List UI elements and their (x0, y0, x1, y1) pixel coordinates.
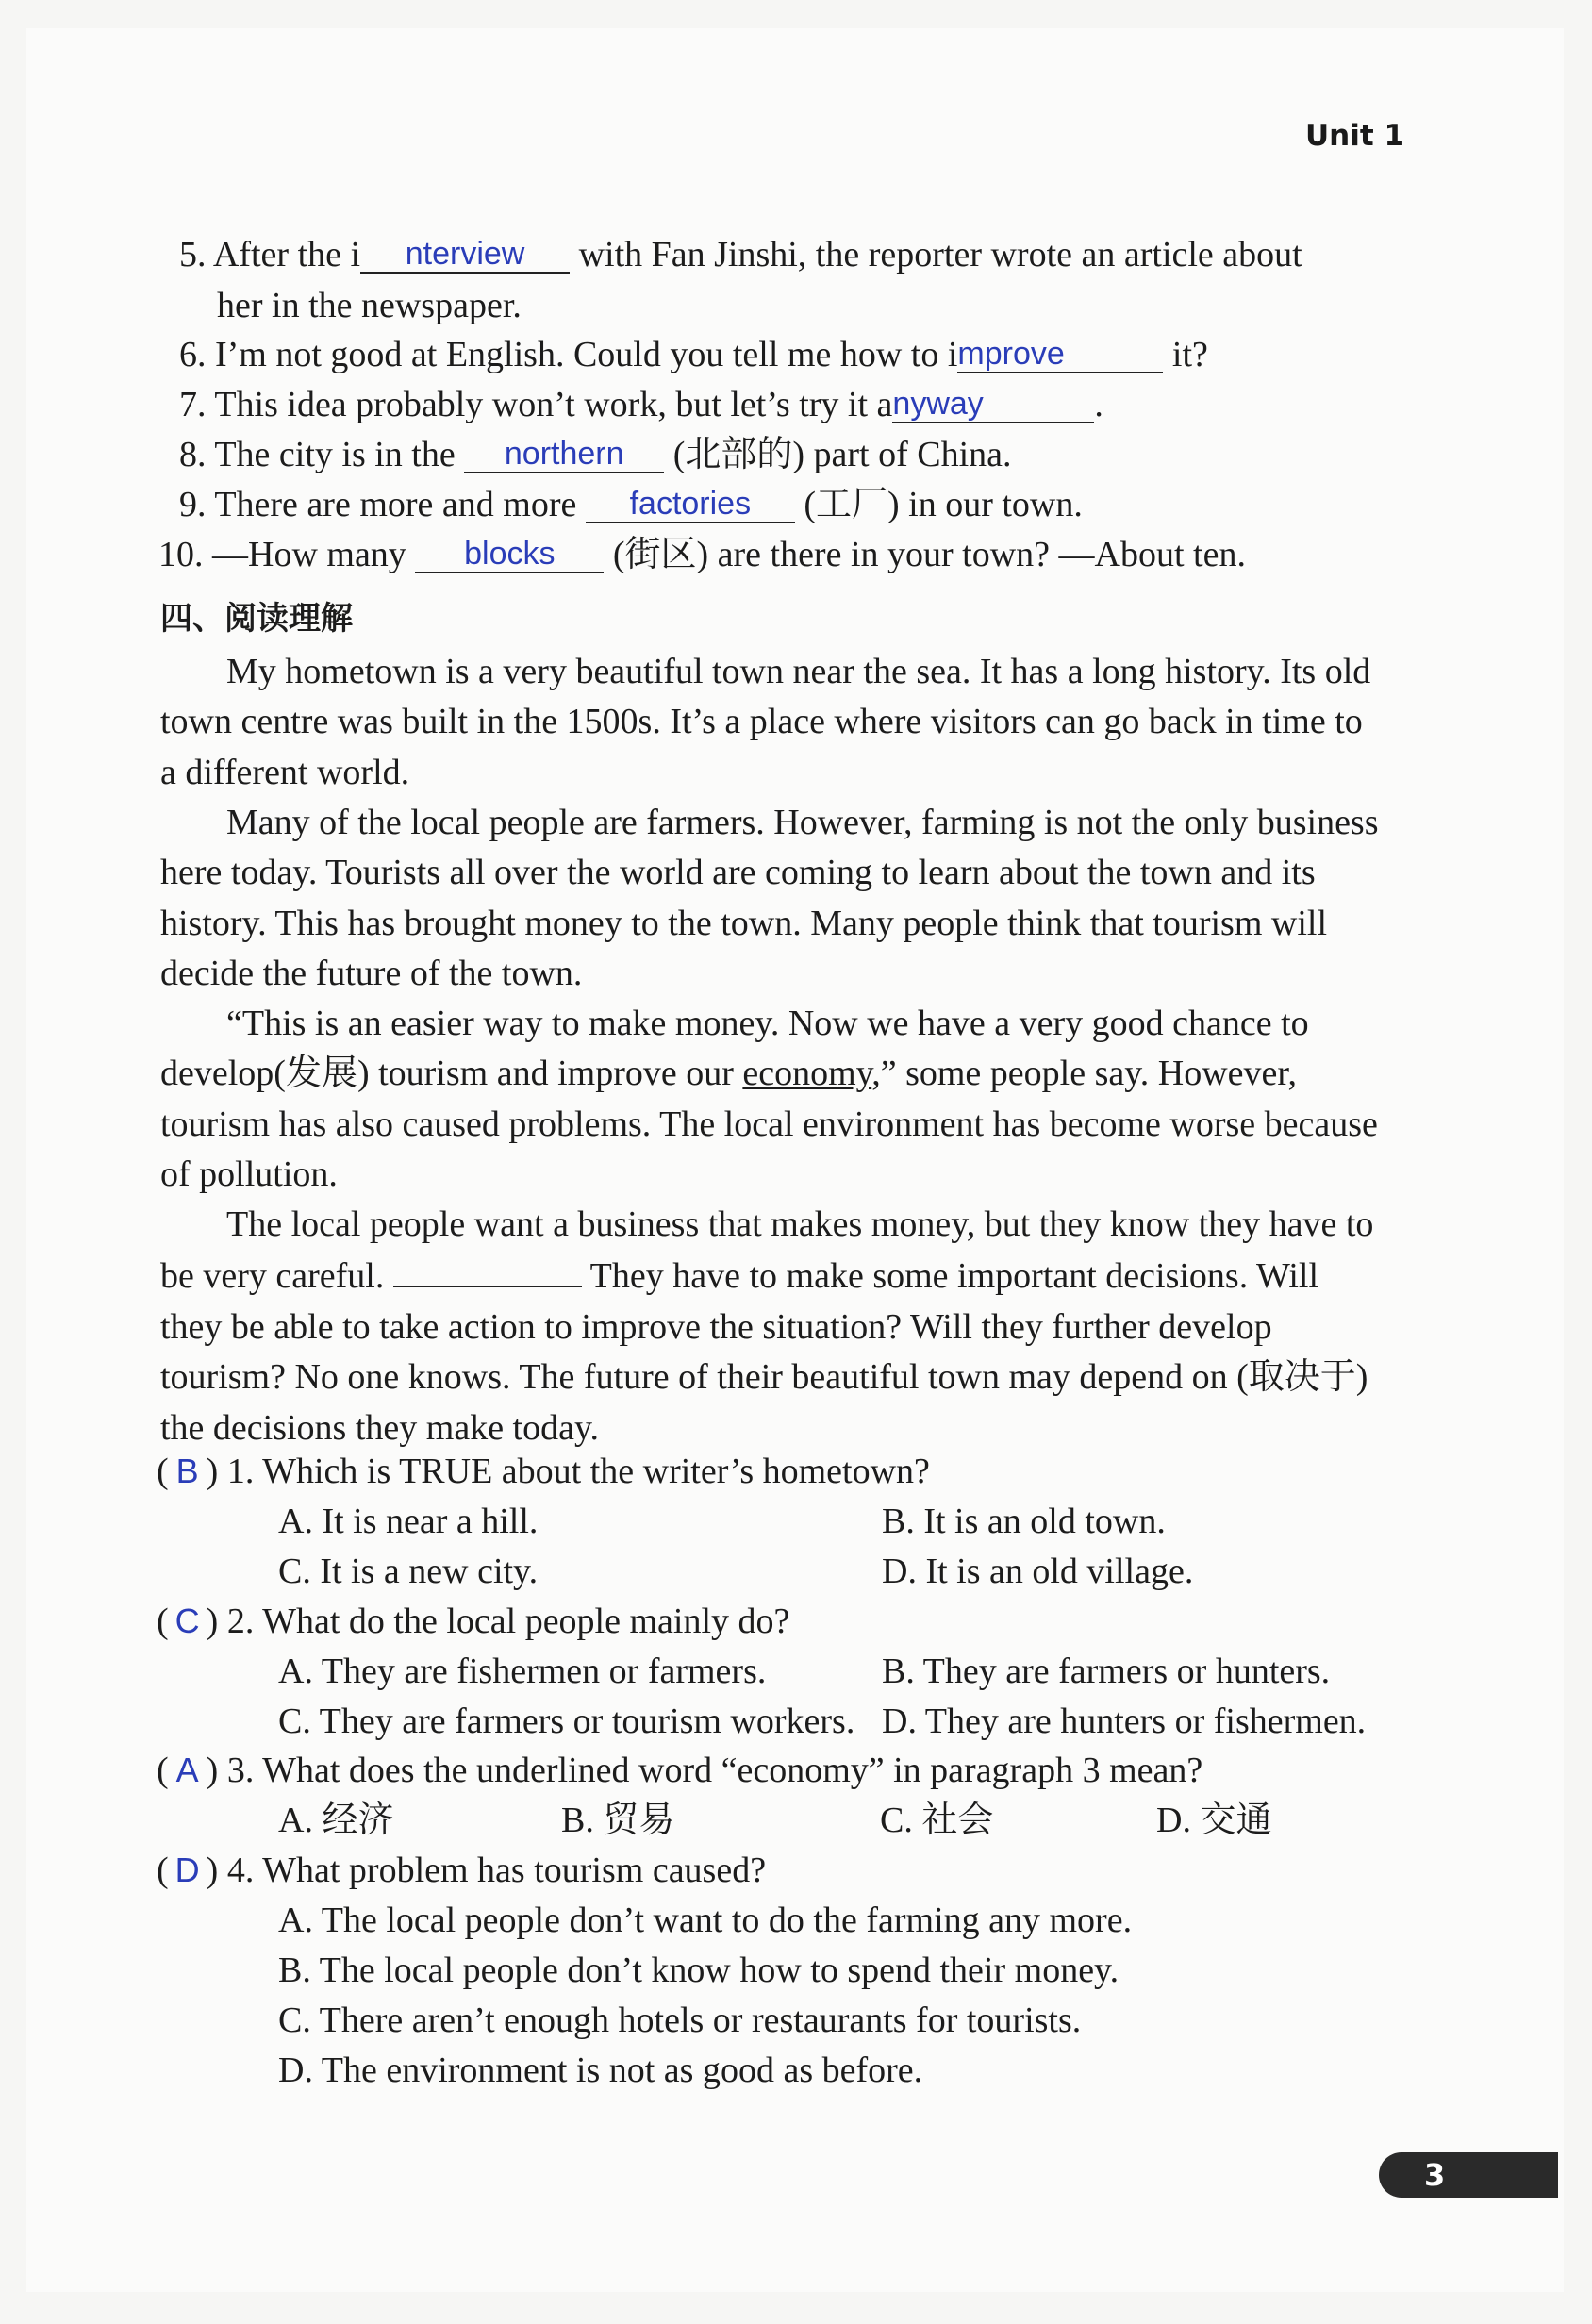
answer-text: nterview (405, 236, 525, 272)
answer-blank[interactable] (892, 382, 1094, 423)
question-text: 3. What does the underlined word “economy” in paragraph 3 mean? (226, 1751, 1203, 1790)
option: C. 社会 (880, 1801, 994, 1840)
paragraph-text: They have to make some important decisions. Will they be able to take action to improve the situation? Will they further develop tourism? No one knows. The future of their beautiful town may depend on (取决于) the decisions they make today. (160, 1256, 1368, 1448)
option: A. It is near a hill. (278, 1502, 539, 1541)
answer-text: blocks (464, 536, 556, 572)
item-text: . (1094, 385, 1103, 424)
paragraph-text: ,” some people say. However, tourism has also caused problems. The local environment has become worse because of pollution. (160, 1054, 1378, 1195)
item-number: 7. (179, 385, 207, 424)
paragraph-text: The local people want a business that makes money, but they know they have to be very careful. (160, 1204, 1374, 1297)
blank-item-8 (179, 432, 1012, 477)
unit-header: Unit 1 (1305, 119, 1405, 153)
option: D. The environment is not as good as before. (278, 2050, 923, 2090)
passage-paragraph-1: My hometown is a very beautiful town near the sea. It has a long history. Its old town centre was built in the 1500s. It’s a place where visitors can go back in time to a different world. (160, 652, 1371, 792)
passage-paragraph-4 (160, 1200, 1386, 1453)
item-text: (北部的) part of China. (664, 435, 1012, 474)
answer-choice[interactable]: C (174, 1602, 200, 1640)
answer-choice[interactable]: B (175, 1452, 199, 1490)
passage-blank[interactable] (393, 1250, 582, 1287)
option: A. 经济 (278, 1801, 394, 1840)
blank-item-5-cont (217, 283, 522, 328)
item-text: I’m not good at English. Could you tell me how to i (215, 335, 958, 374)
item-number: 9. (179, 485, 207, 524)
option: D. 交通 (1156, 1801, 1272, 1840)
option: A. The local people don’t want to do the farming any more. (278, 1901, 1133, 1940)
answer-choice[interactable]: A (175, 1751, 199, 1789)
item-number: 5. (179, 235, 207, 274)
item-text: her in the newspaper. (217, 286, 522, 325)
answer-text: nyway (892, 386, 984, 422)
section-title: 四、阅读理解 (160, 600, 353, 638)
question-2: ( C ) 2. What do the local people mainly do? (157, 1599, 789, 1644)
option: B. It is an old town. (882, 1502, 1166, 1541)
answer-blank[interactable] (957, 332, 1163, 374)
passage-paragraph-2: Many of the local people are farmers. However, farming is not the only business here today. Tourists all over the world are coming to learn about the town and its history. This has brought money to the town. Many people think that tourism will decide the future of the town. (160, 803, 1379, 994)
question-text: 1. Which is TRUE about the writer’s hometown? (226, 1452, 930, 1491)
item-text: This idea probably won’t work, but let’s try it a (214, 385, 893, 424)
item-text: (街区) are there in your town? —About ten. (604, 535, 1246, 574)
blank-item-5 (179, 232, 1302, 277)
answer-choice[interactable]: D (174, 1851, 200, 1889)
option: C. It is a new city. (278, 1552, 539, 1591)
paragraph-text: “This is an easier way to make money. Now we have a very good chance to develop(发展) tourism and improve our (160, 1004, 1309, 1094)
option: C. There aren’t enough hotels or restaurants for tourists. (278, 2000, 1082, 2040)
blank-item-9 (179, 482, 1083, 527)
blank-item-10 (158, 532, 1246, 577)
answer-blank[interactable] (415, 532, 604, 573)
answer-text: mprove (957, 336, 1065, 372)
option: B. They are farmers or hunters. (882, 1652, 1331, 1691)
item-text: (工厂) in our town. (794, 485, 1083, 524)
item-number: 8. (179, 435, 207, 474)
underlined-word: economy (742, 1054, 872, 1094)
option: B. 贸易 (561, 1801, 675, 1840)
question-3: ( A ) 3. What does the underlined word “economy” in paragraph 3 mean? (157, 1748, 1202, 1793)
blank-item-7 (179, 382, 1103, 427)
passage-paragraph-3 (160, 999, 1386, 1201)
answer-text: factories (629, 486, 752, 522)
page-number: 3 (1379, 2152, 1558, 2198)
question-text: 4. What problem has tourism caused? (226, 1851, 767, 1890)
item-text: After the i (212, 235, 361, 274)
question-text: 2. What do the local people mainly do? (226, 1602, 790, 1641)
option: D. It is an old village. (882, 1552, 1194, 1591)
question-1: ( B ) 1. Which is TRUE about the writer’s hometown? (157, 1449, 930, 1494)
item-text: There are more and more (214, 485, 586, 524)
option: D. They are hunters or fishermen. (882, 1702, 1367, 1741)
answer-blank[interactable] (464, 432, 664, 473)
answer-text: northern (504, 436, 624, 472)
option: C. They are farmers or tourism workers. (278, 1702, 855, 1741)
option: A. They are fishermen or farmers. (278, 1652, 767, 1691)
question-4: ( D ) 4. What problem has tourism caused? (157, 1848, 766, 1893)
blank-item-6 (179, 332, 1208, 377)
item-number: 6. (179, 335, 207, 374)
item-text: with Fan Jinshi, the reporter wrote an article about (570, 235, 1302, 274)
option: B. The local people don’t know how to spend their money. (278, 1950, 1119, 1990)
answer-blank[interactable] (360, 232, 570, 274)
item-text: The city is in the (214, 435, 465, 474)
answer-blank[interactable] (586, 482, 795, 523)
item-text: —How many (212, 535, 416, 574)
item-number: 10. (158, 535, 204, 574)
item-text: it? (1163, 335, 1208, 374)
